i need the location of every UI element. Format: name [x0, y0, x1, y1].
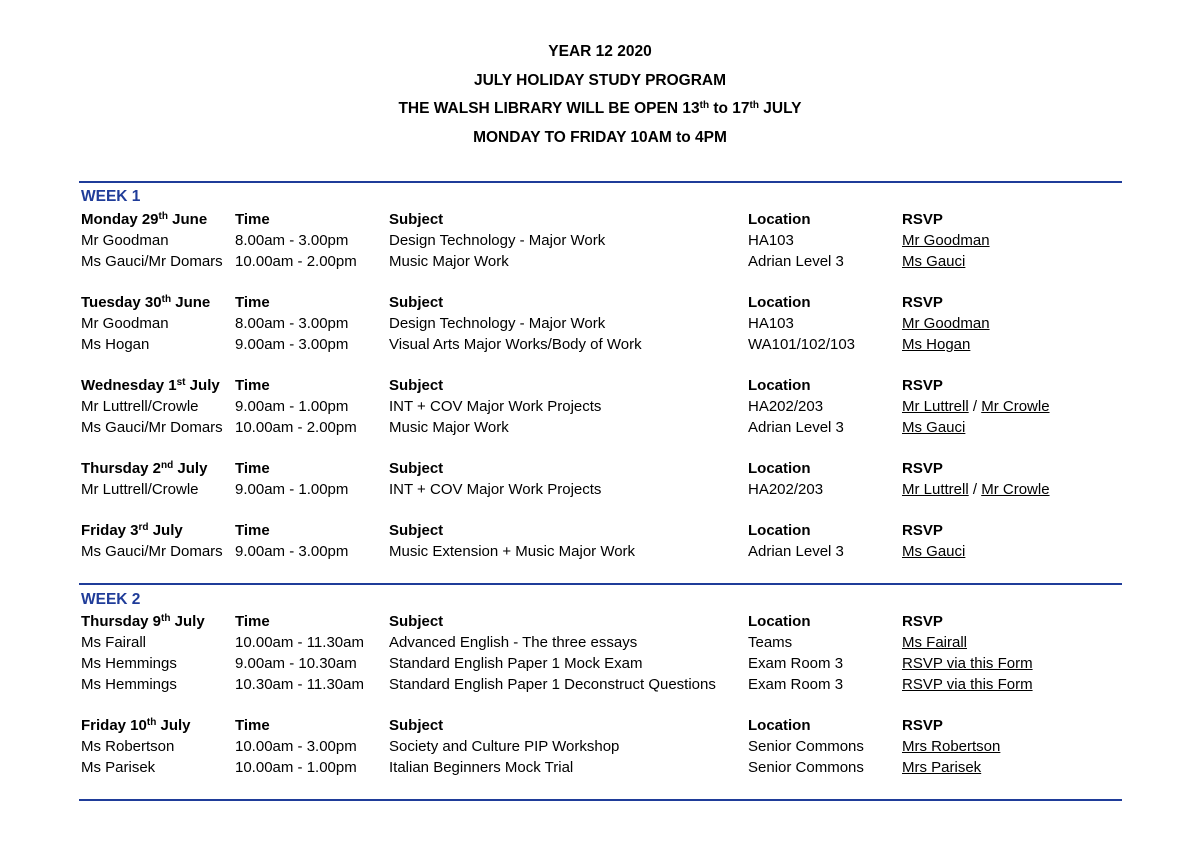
rsvp-cell [902, 251, 965, 272]
session-row [0, 653, 1200, 674]
column-label: Location [748, 522, 811, 539]
session-subject: Music Extension + Music Major Work [389, 543, 636, 560]
session-time: 10.00am - 11.30am [235, 634, 364, 651]
column-label: Time [235, 522, 270, 539]
session-subject: Visual Arts Major Works/Body of Work [389, 336, 642, 353]
column-label: Subject [389, 460, 444, 477]
session-subject: Italian Beginners Mock Trial [389, 759, 574, 776]
day-header-row [0, 209, 1200, 230]
session-row [0, 417, 1200, 438]
bottom-divider [79, 799, 1122, 801]
session-subject: Design Technology - Major Work [389, 232, 606, 249]
teacher-name: Ms Gauci/Mr Domars [81, 253, 223, 270]
rsvp-cell [902, 334, 970, 355]
rsvp-cell [902, 417, 965, 438]
teacher-name: Mr Goodman [81, 232, 169, 249]
column-label: Time [235, 377, 270, 394]
session-time: 9.00am - 3.00pm [235, 336, 349, 353]
session-time: 10.00am - 1.00pm [235, 759, 357, 776]
session-subject: Design Technology - Major Work [389, 315, 606, 332]
rsvp-link[interactable]: Mrs Robertson [902, 738, 1001, 755]
session-time: 10.00am - 2.00pm [235, 419, 357, 436]
teacher-name: Ms Gauci/Mr Domars [81, 419, 223, 436]
rsvp-link[interactable]: Mr Crowle [981, 398, 1050, 415]
rsvp-link[interactable]: RSVP via this Form [902, 676, 1033, 693]
rsvp-link[interactable]: RSVP via this Form [902, 655, 1033, 672]
day-header-row [0, 611, 1200, 632]
session-time: 10.00am - 2.00pm [235, 253, 357, 270]
rsvp-cell [902, 313, 990, 334]
column-label: RSVP [902, 613, 943, 630]
day-header-row [0, 375, 1200, 396]
session-time: 9.00am - 3.00pm [235, 543, 349, 560]
session-row [0, 541, 1200, 562]
teacher-name: Ms Hogan [81, 336, 150, 353]
column-label: Location [748, 294, 811, 311]
rsvp-link[interactable]: Mr Crowle [981, 481, 1050, 498]
session-subject: Society and Culture PIP Workshop [389, 738, 620, 755]
session-subject: Standard English Paper 1 Mock Exam [389, 655, 643, 672]
session-location: Exam Room 3 [748, 676, 844, 693]
teacher-name: Ms Hemmings [81, 676, 177, 693]
session-location: Adrian Level 3 [748, 253, 844, 270]
session-time: 10.30am - 11.30am [235, 676, 364, 693]
teacher-name: Mr Luttrell/Crowle [81, 481, 199, 498]
rsvp-cell [902, 632, 967, 653]
teacher-name: Mr Luttrell/Crowle [81, 398, 199, 415]
rsvp-link[interactable]: Ms Gauci [902, 253, 966, 270]
library-open-dates: THE WALSH LIBRARY WILL BE OPEN 13th to 17th JULY [398, 100, 802, 117]
session-subject: Music Major Work [389, 253, 509, 270]
session-subject: Music Major Work [389, 419, 509, 436]
session-row [0, 396, 1200, 417]
session-location: HA202/203 [748, 398, 824, 415]
day-label: Wednesday 1st July [81, 377, 220, 394]
session-location: Exam Room 3 [748, 655, 844, 672]
column-label: Time [235, 211, 270, 228]
column-label: Subject [389, 294, 444, 311]
session-row [0, 230, 1200, 251]
rsvp-link[interactable]: Mr Luttrell [902, 398, 969, 415]
column-label: Location [748, 613, 811, 630]
document-title-program: JULY HOLIDAY STUDY PROGRAM [473, 72, 727, 89]
session-subject: INT + COV Major Work Projects [389, 481, 602, 498]
rsvp-link[interactable]: Mrs Parisek [902, 759, 982, 776]
session-row [0, 313, 1200, 334]
day-label: Friday 10th July [81, 717, 191, 734]
session-location: Adrian Level 3 [748, 543, 844, 560]
column-label: Time [235, 460, 270, 477]
rsvp-link[interactable]: Ms Gauci [902, 419, 966, 436]
session-location: Adrian Level 3 [748, 419, 844, 436]
rsvp-cell [902, 736, 1000, 757]
rsvp-link[interactable]: Ms Gauci [902, 543, 966, 560]
day-label: Monday 29th June [81, 211, 208, 228]
column-label: Subject [389, 377, 444, 394]
session-time: 8.00am - 3.00pm [235, 232, 349, 249]
column-label: RSVP [902, 522, 943, 539]
rsvp-link[interactable]: Ms Fairall [902, 634, 968, 651]
session-row [0, 757, 1200, 778]
day-label: Tuesday 30th June [81, 294, 211, 311]
rsvp-cell [902, 674, 1033, 695]
rsvp-link[interactable]: Mr Goodman [902, 232, 990, 249]
rsvp-link[interactable]: Mr Luttrell [902, 481, 969, 498]
session-subject: Standard English Paper 1 Deconstruct Questions [389, 676, 716, 693]
day-header-row [0, 458, 1200, 479]
rsvp-cell [902, 757, 981, 778]
column-label: Subject [389, 522, 444, 539]
session-time: 8.00am - 3.00pm [235, 315, 349, 332]
column-label: RSVP [902, 377, 943, 394]
week-divider [79, 583, 1122, 585]
session-location: HA202/203 [748, 481, 824, 498]
day-label: Friday 3rd July [81, 522, 183, 539]
column-label: Location [748, 377, 811, 394]
session-row [0, 334, 1200, 355]
teacher-name: Ms Fairall [81, 634, 147, 651]
session-subject: INT + COV Major Work Projects [389, 398, 602, 415]
document-title-year: YEAR 12 2020 [548, 43, 652, 60]
column-label: Location [748, 460, 811, 477]
teacher-name: Ms Gauci/Mr Domars [81, 543, 223, 560]
column-label: Time [235, 717, 270, 734]
session-time: 9.00am - 1.00pm [235, 398, 349, 415]
day-label: Thursday 9th July [81, 613, 205, 630]
week-heading: WEEK 1 [81, 188, 141, 205]
week-heading: WEEK 2 [81, 591, 141, 608]
day-header-row [0, 520, 1200, 541]
session-location: Teams [748, 634, 793, 651]
day-header-row [0, 292, 1200, 313]
column-label: Subject [389, 717, 444, 734]
day-header-row [0, 715, 1200, 736]
library-open-hours: MONDAY TO FRIDAY 10AM to 4PM [473, 129, 727, 146]
session-time: 9.00am - 10.30am [235, 655, 357, 672]
column-label: Time [235, 613, 270, 630]
session-row [0, 674, 1200, 695]
session-time: 9.00am - 1.00pm [235, 481, 349, 498]
teacher-name: Ms Hemmings [81, 655, 177, 672]
column-label: RSVP [902, 717, 943, 734]
column-label: RSVP [902, 211, 943, 228]
session-row [0, 632, 1200, 653]
column-label: RSVP [902, 294, 943, 311]
rsvp-link[interactable]: Mr Goodman [902, 315, 990, 332]
session-location: HA103 [748, 315, 794, 332]
column-label: Location [748, 211, 811, 228]
column-label: Time [235, 294, 270, 311]
teacher-name: Ms Parisek [81, 759, 156, 776]
session-time: 10.00am - 3.00pm [235, 738, 357, 755]
day-label: Thursday 2nd July [81, 460, 208, 477]
column-label: Subject [389, 613, 444, 630]
session-location: HA103 [748, 232, 794, 249]
column-label: RSVP [902, 460, 943, 477]
rsvp-cell [902, 541, 965, 562]
week-divider [79, 181, 1122, 183]
session-row [0, 479, 1200, 500]
session-row [0, 251, 1200, 272]
session-location: Senior Commons [748, 759, 864, 776]
session-location: Senior Commons [748, 738, 864, 755]
column-label: Subject [389, 211, 444, 228]
column-label: Location [748, 717, 811, 734]
session-subject: Advanced English - The three essays [389, 634, 638, 651]
rsvp-cell: Mr Luttrell / Mr Crowle [902, 398, 1050, 415]
rsvp-cell: Mr Luttrell / Mr Crowle [902, 481, 1050, 498]
rsvp-cell [902, 230, 990, 251]
teacher-name: Mr Goodman [81, 315, 169, 332]
teacher-name: Ms Robertson [81, 738, 175, 755]
session-location: WA101/102/103 [748, 336, 856, 353]
rsvp-link[interactable]: Ms Hogan [902, 336, 971, 353]
rsvp-cell [902, 653, 1033, 674]
session-row [0, 736, 1200, 757]
